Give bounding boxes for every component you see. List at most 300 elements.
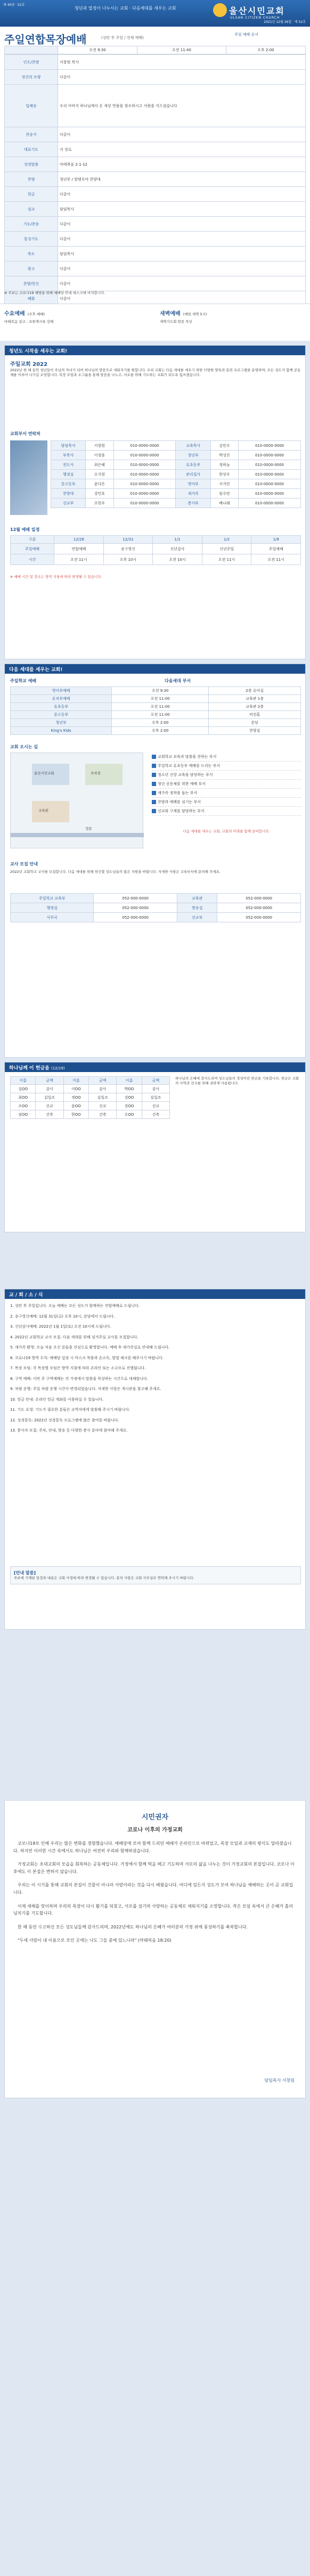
offering-cell: 한OO (63, 1110, 88, 1119)
worship-row-value: 다같이 (58, 276, 306, 291)
dept-row (11, 719, 301, 727)
contact-row (11, 894, 301, 903)
worship-row-label: 설교 (5, 202, 58, 217)
contact-table (10, 893, 301, 922)
issue-date: 2021년 12월 26일 · 제 52호 (264, 20, 306, 24)
ministry-bullet-icon (152, 764, 156, 768)
announce-item: 7. 목장 모임: 각 목장별 모임은 방역 지침에 따라 온라인 또는 소규모로 진행됩니다. (10, 1366, 146, 1370)
worship-row-value: 다같이 (58, 70, 306, 85)
offering-cell: 정OO (63, 1093, 88, 1102)
staff-cell: 010-0000-0000 (239, 441, 301, 451)
schedule-notes: ※ 예배 시간 및 장소는 방역 지침에 따라 변경될 수 있습니다. (10, 575, 102, 579)
schedule-cell: 송구영신 (103, 544, 153, 554)
offering-note: 하나님의 은혜에 감사드리며 성도님들의 정성어린 헌금을 기록합니다. 헌금은 교회의 사역과 선교를 위해 귀하게 사용됩니다. (175, 1076, 299, 1086)
ministry-text: 교회학교 보육과 말씀을 전하는 부서 (158, 755, 217, 759)
dept-cell: 영아부예배 (11, 687, 112, 695)
worship-row-value: 다같이 (58, 217, 306, 232)
column-paragraph: 가정교회는 초대교회의 모습을 회복하는 공동체입니다. 가정에서 함께 떡을 떼고 기도하며 서로의 삶을 나누는 것이 가정교회의 본질입니다. 코로나 이후에도 이 본질은 변하지 않습니다. (13, 1862, 295, 1874)
staff-row (51, 489, 301, 498)
staff-cell: 담임목사 (51, 441, 86, 451)
dept-cell: 2층 유아실 (209, 687, 301, 695)
ministry-text: 청소년 신앙 교육을 담당하는 부서 (158, 773, 213, 777)
worship-row-label: 인도/찬양 (5, 55, 58, 70)
dept-row (11, 727, 301, 735)
staff-cell: 서지민 (210, 479, 238, 489)
contact-cell: 052-000-0000 (217, 903, 301, 913)
dept-cell: 유치부예배 (11, 695, 112, 703)
staff-cell: 010-0000-0000 (113, 489, 176, 498)
offering-head: 이름 (11, 1077, 36, 1085)
announce-item: 1. 성탄 후 주일입니다. 오늘 예배는 모든 성도가 함께하는 연합예배로 드립니다. (10, 1304, 140, 1308)
ministry-bullet-icon (152, 755, 156, 759)
contact-cell: 주일학교 교육부 (11, 894, 94, 903)
ministry-bullet-icon (152, 782, 156, 786)
staff-cell: 박성진 (210, 451, 238, 460)
volume-label: 제 40권 · 52호 (3, 3, 25, 7)
ministry-item (152, 789, 301, 798)
offering-cell: 건축 (142, 1110, 169, 1119)
offering-head-row (11, 1077, 170, 1085)
dept-cell: 오후 2:00 (112, 719, 209, 727)
schedule-head: 1/2 (202, 536, 251, 544)
announce-item: 4. 2022년 교회학교 교사 모집: 다음 세대를 위해 섬겨주실 교사를 모집합니다. (10, 1335, 138, 1339)
dept-cell: 오전 11:00 (112, 695, 209, 703)
column-paragraph: 한 해 동안 수고하신 모든 성도님들께 감사드리며, 2022년에도 하나님의 은혜가 여러분의 가정 위에 풍성하기를 축복합니다. (18, 1924, 248, 1929)
worship-row-label: 축도 (5, 247, 58, 261)
staff-cell: 전도사 (51, 460, 86, 470)
notice-box (10, 1566, 301, 1584)
staff-table (51, 440, 301, 508)
staff-cell: 한상우 (210, 470, 238, 479)
column-paragraph: 코로나19로 인해 우리는 많은 변화를 경험했습니다. 예배당에 모여 함께 드리던 예배가 온라인으로 바뀌었고, 목장 모임과 교제의 방식도 달라졌습니다. 하지만 이러한 시간 속에서도 하나님은 여전히 우리와 함께하셨습니다. (13, 1841, 292, 1853)
worship-title: 주일연합목장예배 (4, 33, 87, 46)
wed-service-label: 수요예배 (4, 311, 25, 317)
offering-card (4, 1062, 306, 1232)
contact-row (11, 903, 301, 913)
offering-head: 금액 (36, 1077, 63, 1085)
announce-bar: 교 / 회 / 소 / 식 (5, 1289, 305, 1299)
worship-row-value: 다같이 (58, 232, 306, 247)
schedule-cell: 주일예배 (251, 544, 301, 554)
dept-cell: 중고등부 (11, 711, 112, 719)
worship-row-label: 찬양/헌신 (5, 276, 58, 291)
staff-cell: 010-0000-0000 (113, 451, 176, 460)
schedule-title: 12월 예배 일정 (10, 527, 40, 532)
staff-cell: 오지현 (86, 470, 113, 479)
offering-cell: 장OO (117, 1102, 142, 1110)
staff-cell: 교육목사 (176, 441, 210, 451)
worship-row-value: 담임목사 (58, 247, 306, 261)
staff-row (51, 498, 301, 508)
announce-item: 10. 헌금 안내: 온라인 헌금 계좌를 이용하실 수 있습니다. (10, 1397, 104, 1402)
offering-cell: 십일조 (142, 1093, 169, 1102)
staff-cell: 찬양대 (51, 489, 86, 498)
dept-cell: 오전 11:00 (112, 711, 209, 719)
worship-row-value: 담임목사 (58, 202, 306, 217)
church-photo (10, 440, 47, 515)
offering-cell: 조OO (11, 1102, 36, 1110)
staff-cell: 서창원 (86, 441, 113, 451)
offering-row (11, 1085, 170, 1093)
dept-table (10, 686, 301, 735)
worship-row-label: 통성기도 (5, 232, 58, 247)
ministry-bullet-icon (152, 809, 156, 813)
offering-cell: 건축 (89, 1110, 117, 1119)
staff-cell: 윤다은 (86, 479, 113, 489)
schedule-head-row (11, 536, 301, 544)
staff-cell: 관리집사 (176, 470, 210, 479)
offering-cell: 십일조 (89, 1093, 117, 1102)
ministry-item (152, 798, 301, 807)
staff-cell: 010-0000-0000 (239, 451, 301, 460)
bulletin-header (0, 0, 310, 27)
church-logo: 울산시민교회 (229, 6, 285, 16)
schedule-head: 1/9 (251, 536, 301, 544)
contact-cell: 052-000-0000 (94, 894, 177, 903)
staff-cell: 010-0000-0000 (239, 498, 301, 508)
recruit-title: 교사 모집 안내 (10, 862, 38, 866)
worship-row-label: 대표기도 (5, 142, 58, 157)
announce-item: 3. 신년감사예배: 2022년 1월 1일(토) 오전 10시에 드립니다. (10, 1324, 111, 1329)
community-card (4, 664, 306, 1058)
staff-cell: 유초등부 (176, 460, 210, 470)
dawn-service (160, 307, 207, 324)
offering-cell: 십일조 (36, 1093, 63, 1102)
announce-item: 11. 기도 요청: 기도가 필요한 분들은 교역자에게 말씀해 주시기 바랍니다. (10, 1408, 130, 1412)
announce-list (10, 1303, 301, 1438)
schedule-row (11, 544, 301, 554)
dept-cell: 교육관 1층 (209, 695, 301, 703)
intro-heading: 주일교회 2022 (10, 362, 47, 367)
worship-row (5, 55, 306, 70)
offering-row (11, 1093, 170, 1102)
staff-cell: 010-0000-0000 (113, 460, 176, 470)
worship-row (5, 202, 306, 217)
ministry-text: 선교와 구제를 담당하는 부서 (158, 809, 205, 813)
contact-cell: 행정실 (11, 903, 94, 913)
column-subtitle: 코로나 이후의 가정교회 (127, 1827, 183, 1833)
worship-row (5, 127, 306, 142)
column-paragraph: "두세 사람이 내 이름으로 모인 곳에는 나도 그들 중에 있느니라" (마태복음 18:20) (18, 1938, 172, 1943)
announce-item: 12. 성경통독: 2022년 성경통독 프로그램에 많은 참여를 바랍니다. (10, 1418, 119, 1422)
worship-row-value: 다같이 (58, 261, 306, 276)
dawn-service-text: 새벽기도회 말씀 묵상 (160, 320, 192, 324)
map-road (11, 833, 144, 837)
offering-bar (5, 1062, 305, 1072)
staff-cell: 새가족 (176, 489, 210, 498)
time-3: 오후 2:00 (226, 46, 305, 54)
worship-row (5, 261, 306, 276)
worship-row (5, 142, 306, 157)
dept-cell: 오전 9:30 (112, 687, 209, 695)
dept-row (11, 687, 301, 695)
dept-cell: 교육관 2층 (209, 703, 301, 711)
staff-cell: 청년부 (176, 451, 210, 460)
contact-cell: 052-000-0000 (94, 903, 177, 913)
worship-row (5, 85, 306, 127)
dept-cell: 유초등부 (11, 703, 112, 711)
announce-item: 5. 새가족 환영: 오늘 처음 오신 분들을 진심으로 환영합니다. 예배 후 새가족실로 안내해 드립니다. (10, 1345, 170, 1350)
recruit-body: 2022년 교회학교 교사를 모집합니다. 다음 세대를 위해 헌신할 성도님들의 많은 지원을 바랍니다. 자세한 사항은 교육부서에 문의해 주세요. (10, 870, 221, 874)
worship-row-label: 찬송가 (5, 127, 58, 142)
staff-cell: 010-0000-0000 (113, 470, 176, 479)
church-logo-en: ULSAN CITIZEN CHURCH (230, 16, 280, 20)
offering-row (11, 1102, 170, 1110)
worship-row-value: 서창원 목사 (58, 55, 306, 70)
staff-cell: 이정훈 (86, 451, 113, 460)
staff-cell: 조현우 (86, 498, 113, 508)
church-map[interactable] (10, 753, 143, 848)
schedule-cell: 오후 10시 (103, 554, 153, 565)
intro-body: 2022년 한 해 동안 청년들이 주님의 자녀가 되어 하나님의 말씀으로 세워지기를 원합니다. 우리 교회는 다음 세대를 세우기 위한 다양한 양육과 훈련 프로그램을 운영하며, 모든 성도가 함께 공동체를 이루어 나가길 소망합니다. 목장 모임과 소그룹을 통해 말씀을 나누고, 서로를 위해 기도하는 교회가 되도록 힘쓰겠습니다. (10, 368, 301, 378)
worship-row-value: 다같이 (58, 291, 306, 306)
column-title: 시민권자 (141, 1813, 169, 1821)
map-title: 교회 오시는 길 (10, 745, 38, 749)
staff-table-title: 교회부서 연락처 (10, 431, 40, 436)
offering-cell: 오OO (117, 1110, 142, 1119)
offering-cell: 강OO (117, 1093, 142, 1102)
worship-row-value: 우리 아버지 하나님께서 온 세상 만물을 창조하시고 사람을 지으셨습니다 (58, 85, 306, 127)
worship-side-label: 주일 예배 순서 (234, 32, 259, 37)
ministry-text: 청년 공동체를 위한 예배 부서 (158, 782, 206, 786)
offering-cell: 선교 (89, 1102, 117, 1110)
schedule-table (10, 535, 301, 565)
schedule-cell: 오전 11시 (54, 554, 104, 565)
offering-head: 이름 (63, 1077, 88, 1085)
worship-row (5, 232, 306, 247)
schedule-head: 구분 (11, 536, 54, 544)
ministry-item (152, 753, 301, 762)
time-2: 오전 11:40 (137, 46, 226, 54)
next-gen-title: 다음세대 부서 (165, 678, 191, 683)
contact-cell: 사무국 (11, 913, 94, 922)
offering-cell: 윤OO (63, 1102, 88, 1110)
announce-item: 9. 차량 운행: 주일 차량 운행 시간이 변경되었습니다. 자세한 사항은 게시판을 참고해 주세요. (10, 1387, 161, 1391)
worship-row-value: 청년부 / 할렐루야 찬양대 (58, 172, 306, 187)
worship-row (5, 276, 306, 291)
worship-note: ※ 주보는 코로나19 예방을 위해 예배당 안내 데스크에 비치합니다. (4, 291, 105, 295)
worship-row (5, 187, 306, 202)
column-paragraph: 이제 새해를 맞이하며 우리의 목장이 다시 활기를 되찾고, 서로를 섬기며 사랑하는 공동체로 세워지기를 소망합니다. 작은 모임 속에서 큰 은혜가 흘러넘치기를 기도합니다. (13, 1903, 293, 1916)
wed-service-text: 마태복음 설교 - 요한계시록 강해 (4, 320, 54, 324)
contact-cell: 선교부 (177, 913, 217, 922)
worship-row-label: 헌금 (5, 187, 58, 202)
map-label-parking: 주차장 (91, 771, 101, 775)
contact-cell: 052-000-0000 (94, 913, 177, 922)
schedule-cell: 시간 (11, 554, 54, 565)
announce-item: 13. 봉사자 모집: 주차, 안내, 방송 등 다양한 봉사 분야에 참여해 주세요. (10, 1428, 128, 1433)
offering-head: 금액 (142, 1077, 169, 1085)
dept-row (11, 711, 301, 719)
schedule-cell: 주일예배 (11, 544, 54, 554)
offering-cell: 선교 (142, 1102, 169, 1110)
schedule-row (11, 554, 301, 565)
staff-cell: 010-0000-0000 (239, 489, 301, 498)
column-card (4, 1800, 306, 2098)
offering-cell: 최OO (11, 1093, 36, 1102)
dept-cell: King's Kids (11, 727, 112, 735)
announce-item: 2. 송구영신예배: 12월 31일(금) 오후 10시, 본당에서 드립니다. (10, 1314, 115, 1319)
contact-cell: 052-000-0000 (217, 894, 301, 903)
header-slogan: 청년과 열정이 나누시는 교회 · 다음세대를 세우는 교회 (75, 6, 176, 11)
worship-times-table (4, 46, 306, 54)
staff-row (51, 451, 301, 460)
staff-cell: 영아부 (176, 479, 210, 489)
map-label-edu: 교육관 (38, 808, 48, 813)
ministry-text: 새가족 정착을 돕는 부서 (158, 791, 198, 795)
ministry-bullet-icon (152, 791, 156, 795)
worship-row-value: 다같이 (58, 187, 306, 202)
ministry-text: 주일학교 유초등부 예배를 드리는 부서 (158, 764, 221, 768)
map-label-church: 울산시민교회 (34, 771, 54, 775)
staff-cell: 봉사부 (176, 498, 210, 508)
worship-order-table (4, 54, 306, 306)
schedule-cell: 신년감사 (153, 544, 202, 554)
wed-service (4, 307, 53, 324)
contact-cell: 052-000-0000 (217, 913, 301, 922)
notice-box-title: [안내 말씀] (14, 1571, 36, 1575)
offering-cell: 박OO (117, 1085, 142, 1093)
map-label-gate: 정문 (85, 827, 92, 831)
offering-cell: 감사 (142, 1085, 169, 1093)
offering-bar-date: (12/19) (51, 1066, 65, 1070)
ministry-item (152, 762, 301, 771)
worship-row-label: 기도/찬송 (5, 217, 58, 232)
worship-row (5, 172, 306, 187)
staff-cell: 김민수 (210, 441, 238, 451)
dept-row (11, 695, 301, 703)
schedule-cell: 신년주일 (202, 544, 251, 554)
staff-cell: 강민호 (86, 489, 113, 498)
schedule-head: 12/26 (54, 536, 104, 544)
staff-cell: 행정실 (51, 470, 86, 479)
offering-bar-title: 하나님께 이 헌금을 (9, 1066, 50, 1071)
staff-cell: 부목사 (51, 451, 86, 460)
offering-cell: 김OO (11, 1085, 36, 1093)
contact-cell: 교육관 (177, 894, 217, 903)
worship-row-label: 찬양 (5, 172, 58, 187)
offering-table (10, 1076, 170, 1119)
staff-cell: 중고등부 (51, 479, 86, 489)
staff-cell: 010-0000-0000 (239, 460, 301, 470)
worship-subtitle: (성탄 후 주일 / 전체 예배) (101, 36, 144, 40)
staff-cell: 010-0000-0000 (113, 498, 176, 508)
ministry-item (152, 807, 301, 816)
staff-cell: 정하늘 (210, 460, 238, 470)
worship-section (0, 27, 310, 304)
worship-row (5, 247, 306, 261)
community-bar: 다음 세대를 세우는 교회! (5, 664, 305, 674)
ministry-bullet-icon (152, 773, 156, 777)
staff-cell: 배나래 (210, 498, 238, 508)
staff-row (51, 460, 301, 470)
worship-row-value: 다같이 (58, 127, 306, 142)
offering-cell: 임OO (11, 1110, 36, 1119)
staff-cell: 선교부 (51, 498, 86, 508)
offering-head: 금액 (89, 1077, 117, 1085)
column-signature: 담임목사 서창원 (264, 2078, 295, 2083)
worship-row-label: 경건의 모양 (5, 70, 58, 85)
worship-row (5, 157, 306, 172)
worship-row-label: 폐회 (5, 291, 58, 306)
worship-row-label: 성경말씀 (5, 157, 58, 172)
community-quote: 다음 세대를 세우는 교회, 교회의 미래를 함께 준비합니다. (183, 829, 270, 833)
church-logo-icon (213, 3, 227, 17)
schedule-cell: 오전 11시 (251, 554, 301, 565)
offering-cell: 감사 (36, 1085, 63, 1093)
staff-cell: 최은혜 (86, 460, 113, 470)
worship-row-label: 입례송 (5, 85, 58, 127)
offering-cell: 선교 (36, 1102, 63, 1110)
column-paragraph: 우리는 이 시기를 통해 교회의 본질이 건물이 아니라 사람이라는 것을 다시 배웠습니다. 어디에 있든지 성도가 모여 하나님을 예배하는 곳이 곧 교회입니다. (13, 1883, 293, 1895)
schedule-cell: 연합예배 (54, 544, 104, 554)
sermon-section (0, 304, 310, 341)
intro-bar: 청년도 시작을 세우는 교회! (5, 346, 305, 355)
ministry-text: 찬양과 예배를 섬기는 부서 (158, 800, 201, 804)
dept-cell: 청년부 (11, 719, 112, 727)
staff-cell: 010-0000-0000 (239, 470, 301, 479)
announce-card (4, 1289, 306, 1630)
announce-item: 6. 코로나19 방역 수칙: 예배당 입장 시 마스크 착용과 손소독, 발열 체크를 해주시기 바랍니다. (10, 1355, 164, 1360)
announce-item: 8. 구역 예배: 이번 주 구역예배는 각 가정에서 말씀을 묵상하는 시간으로 대체합니다. (10, 1376, 148, 1381)
dept-cell: 오전 11:00 (112, 703, 209, 711)
ministry-bullet-icon (152, 800, 156, 804)
dept-cell: 비전홀 (209, 711, 301, 719)
offering-head: 이름 (117, 1077, 142, 1085)
schedule-head: 12/31 (103, 536, 153, 544)
column-body (13, 1840, 297, 1951)
notice-box-body: 주보에 기재된 일정과 내용은 교회 사정에 따라 변경될 수 있습니다. 문의 사항은 교회 사무실로 연락해 주시기 바랍니다. (14, 1576, 194, 1580)
staff-row (51, 479, 301, 489)
offering-cell: 이OO (63, 1085, 88, 1093)
worship-row-value: 서 장로 (58, 142, 306, 157)
dept-cell: 오후 2:00 (112, 727, 209, 735)
times-head (5, 46, 58, 54)
intro-card (4, 345, 306, 659)
dawn-service-label: 새벽예배 (160, 311, 181, 317)
schedule-cell: 오전 10시 (153, 554, 202, 565)
contact-row (11, 913, 301, 922)
staff-row (51, 470, 301, 479)
worship-row-label: 광고 (5, 261, 58, 276)
schedule-cell: 오전 11시 (202, 554, 251, 565)
ministry-item (152, 780, 301, 789)
offering-row (11, 1110, 170, 1119)
offering-cell: 감사 (89, 1085, 117, 1093)
staff-cell: 임수빈 (210, 489, 238, 498)
staff-cell: 010-0000-0000 (113, 441, 176, 451)
time-1: 오전 9:30 (58, 46, 137, 54)
staff-row (51, 441, 301, 451)
staff-cell: 010-0000-0000 (239, 479, 301, 489)
map-edu-hall (32, 801, 69, 822)
ministry-list (152, 753, 301, 816)
ministry-item (152, 771, 301, 780)
contact-cell: 방송실 (177, 903, 217, 913)
sunday-school-title: 주일학교 예배 (10, 678, 37, 683)
worship-row (5, 70, 306, 85)
worship-row-value: 마태복음 2:1-12 (58, 157, 306, 172)
worship-row (5, 217, 306, 232)
dawn-service-sub: (매일 새벽 5시) (183, 312, 207, 316)
offering-cell: 건축 (36, 1110, 63, 1119)
schedule-head: 1/1 (153, 536, 202, 544)
staff-cell: 010-0000-0000 (113, 479, 176, 489)
dept-cell: 찬양실 (209, 727, 301, 735)
dept-row (11, 703, 301, 711)
dept-cell: 본당 (209, 719, 301, 727)
wed-service-sub: (오후 예배) (27, 312, 45, 316)
